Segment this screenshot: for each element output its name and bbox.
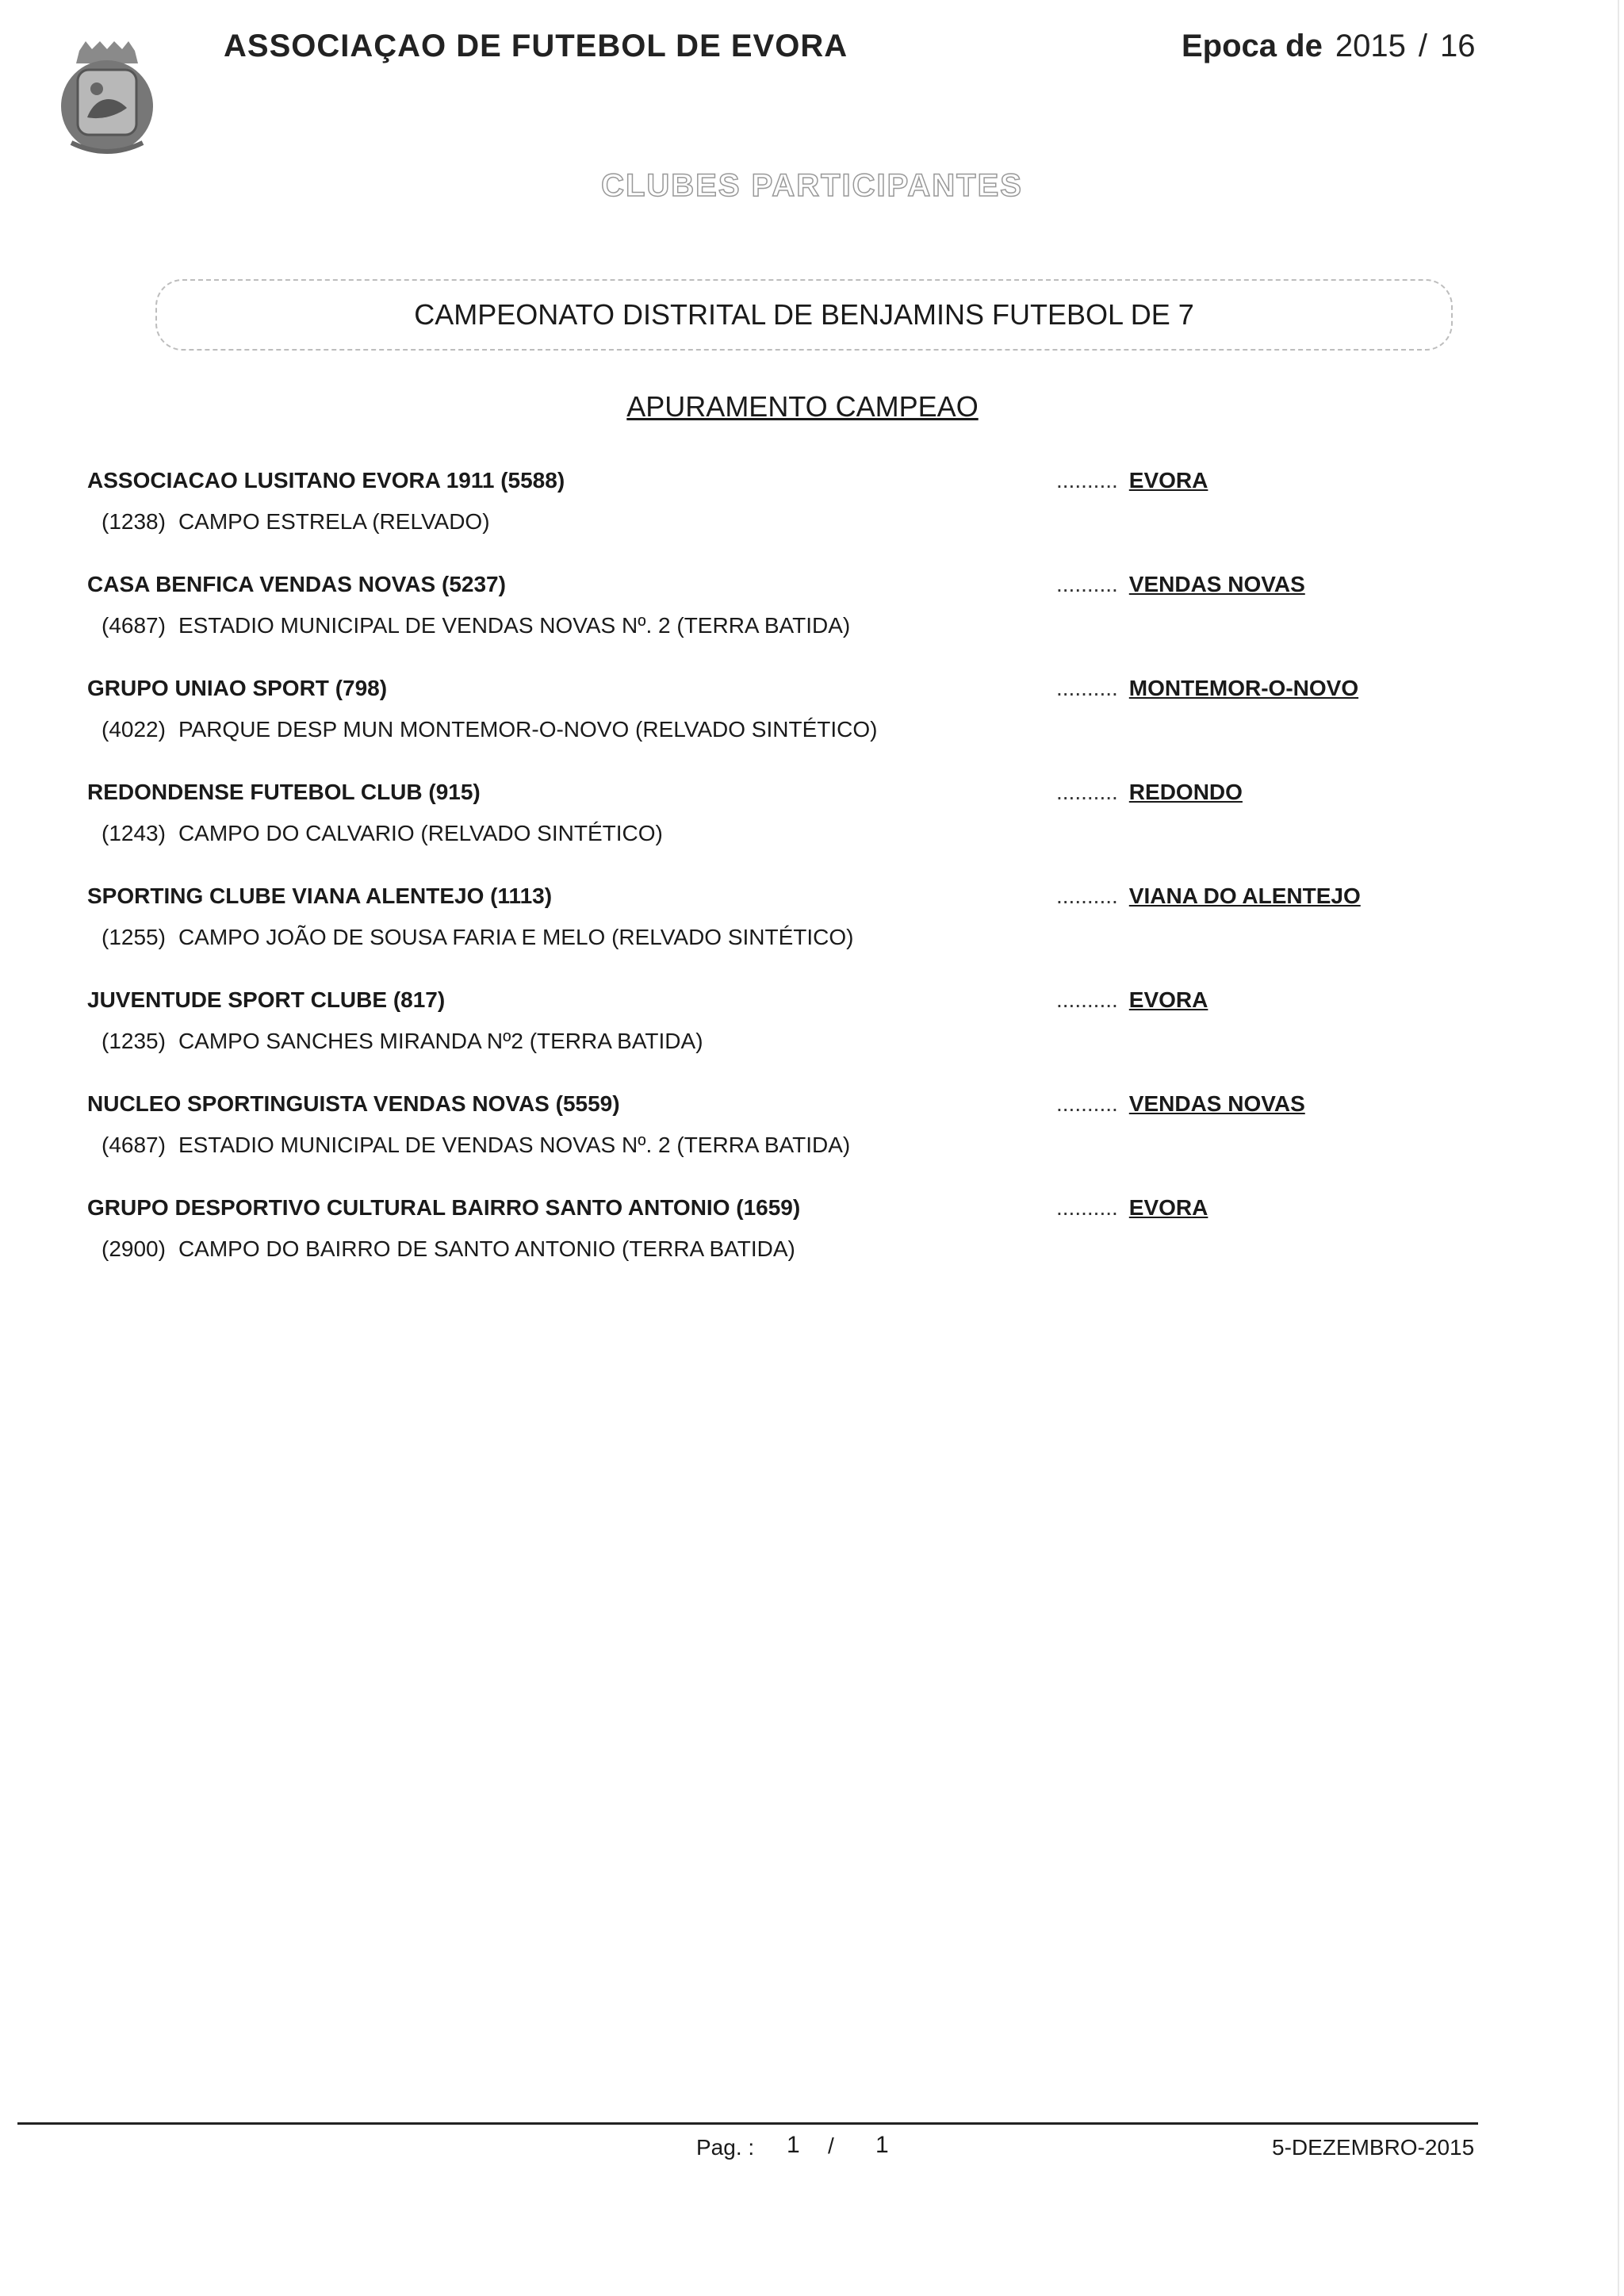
leader-dots: .......... [1056,572,1118,596]
leader-dots: .......... [1056,884,1118,908]
footer-divider [17,2122,1478,2125]
venue-name: ESTADIO MUNICIPAL DE VENDAS NOVAS Nº. 2 (TERRA BATIDA) [178,613,851,638]
leader-dots: .......... [1056,1195,1118,1220]
venue-code: (4687) [102,1133,166,1157]
leader-dots: .......... [1056,780,1118,804]
city-name: VIANA DO ALENTEJO [1128,884,1361,908]
club-venue [102,613,850,638]
venue-code: (4687) [102,613,166,638]
season-end: 16 [1439,29,1476,63]
club-name: GRUPO UNIAO SPORT (798) [87,676,388,700]
club-entry [87,1195,1435,1299]
phase-title: APURAMENTO CAMPEAO [626,390,979,423]
city-name: EVORA [1128,1195,1208,1220]
venue-name: CAMPO ESTRELA (RELVADO) [178,509,490,534]
club-venue [102,509,490,535]
scan-edge [1618,0,1619,2296]
print-date: 5-DEZEMBRO-2015 [1272,2135,1475,2160]
venue-code: (1255) [102,925,166,949]
page-total: 1 [875,2132,889,2158]
club-name: JUVENTUDE SPORT CLUBE (817) [87,987,446,1012]
venue-code: (1238) [102,509,166,534]
club-city [1056,987,1208,1013]
competition-title: CAMPEONATO DISTRITAL DE BENJAMINS FUTEBOL DE 7 [414,298,1194,331]
club-city [1056,884,1361,909]
venue-name: ESTADIO MUNICIPAL DE VENDAS NOVAS Nº. 2 (TERRA BATIDA) [178,1133,851,1157]
leader-dots: .......... [1056,676,1118,700]
club-venue [102,925,854,950]
venue-name: CAMPO DO BAIRRO DE SANTO ANTONIO (TERRA BATIDA) [178,1236,795,1261]
club-entry [87,572,1435,676]
venue-name: CAMPO DO CALVARIO (RELVADO SINTÉTICO) [178,821,663,845]
city-name: REDONDO [1128,780,1243,804]
city-name: EVORA [1128,468,1208,493]
club-city [1056,572,1305,597]
city-name: VENDAS NOVAS [1128,572,1305,596]
section-title: CLUBES PARTICIPANTES [601,168,1023,203]
venue-name: CAMPO JOÃO DE SOUSA FARIA E MELO (RELVADO SINTÉTICO) [178,925,854,949]
page-number: 1 [787,2132,800,2158]
club-entry [87,780,1435,884]
city-name: MONTEMOR-O-NOVO [1128,676,1359,700]
leader-dots: .......... [1056,1091,1118,1116]
coat-of-arms-icon [56,41,159,160]
city-name: VENDAS NOVAS [1128,1091,1305,1116]
venue-code: (4022) [102,717,166,742]
leader-dots: .......... [1056,987,1118,1012]
club-city [1056,468,1208,493]
season-start: 2015 [1335,29,1406,63]
club-name: REDONDENSE FUTEBOL CLUB (915) [87,780,481,804]
club-city [1056,1091,1305,1117]
club-city [1056,676,1358,701]
organization-title: ASSOCIAÇAO DE FUTEBOL DE EVORA [224,29,848,63]
club-entry [87,1091,1435,1195]
season-label: Epoca de [1182,29,1323,63]
season-separator: / [1418,29,1427,63]
season-indicator [1182,29,1475,64]
city-name: EVORA [1128,987,1208,1012]
club-name: CASA BENFICA VENDAS NOVAS (5237) [87,572,506,596]
club-entry [87,884,1435,987]
club-venue [102,1029,703,1054]
club-venue [102,1236,795,1262]
page-label: Pag. : [696,2135,755,2160]
club-name: SPORTING CLUBE VIANA ALENTEJO (1113) [87,884,553,908]
venue-name: CAMPO SANCHES MIRANDA Nº2 (TERRA BATIDA) [178,1029,703,1053]
page-separator: / [828,2133,834,2158]
club-name: ASSOCIACAO LUSITANO EVORA 1911 (5588) [87,468,565,493]
club-list [87,468,1435,1299]
club-city [1056,780,1243,805]
club-name: GRUPO DESPORTIVO CULTURAL BAIRRO SANTO ANTONIO (1659) [87,1195,801,1220]
venue-code: (1243) [102,821,166,845]
club-entry [87,987,1435,1091]
venue-code: (1235) [102,1029,166,1053]
leader-dots: .......... [1056,468,1118,493]
club-venue [102,821,663,846]
club-venue [102,717,877,742]
club-entry [87,676,1435,780]
club-entry [87,468,1435,572]
venue-code: (2900) [102,1236,166,1261]
club-venue [102,1133,850,1158]
club-name: NUCLEO SPORTINGUISTA VENDAS NOVAS (5559) [87,1091,620,1116]
venue-name: PARQUE DESP MUN MONTEMOR-O-NOVO (RELVADO SINTÉTICO) [178,717,878,742]
club-city [1056,1195,1208,1221]
